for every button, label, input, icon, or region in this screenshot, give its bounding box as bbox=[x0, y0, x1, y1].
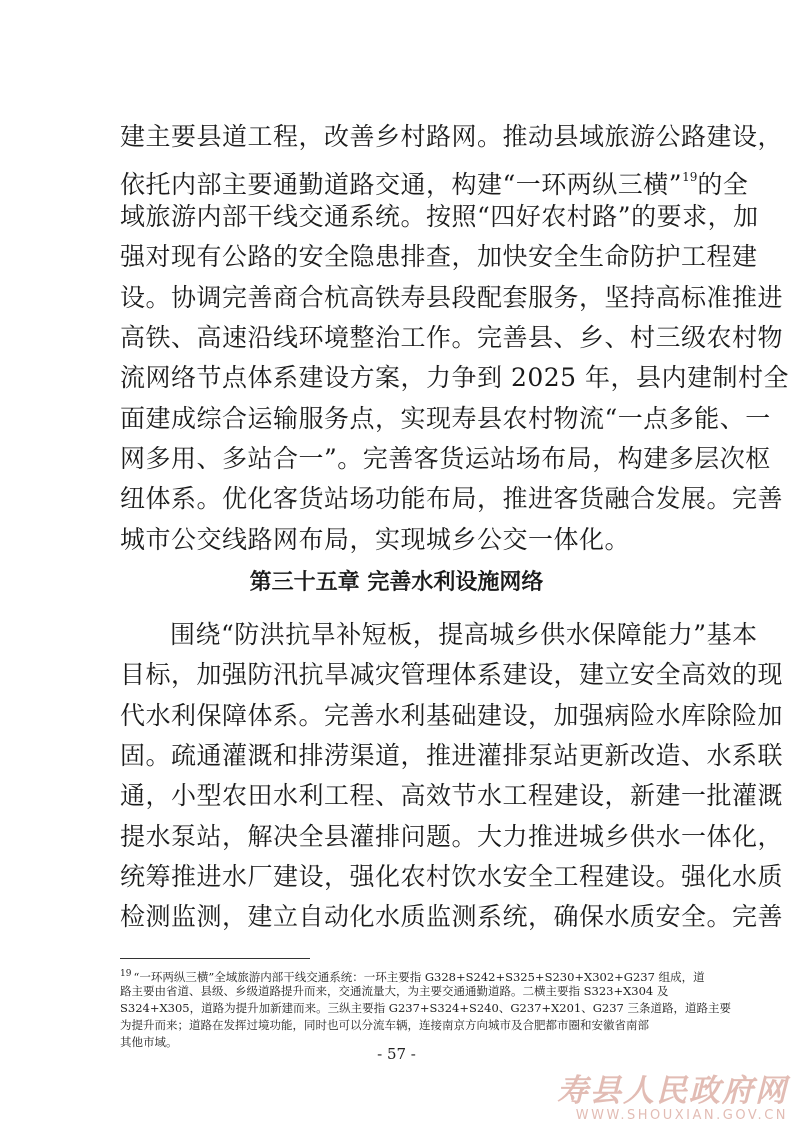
footnote-line: 路主要由省道、县级、乡级道路提升而来，交通流量大，为主要交通通勤道路。二横主要指 S323+X304 及 bbox=[120, 984, 669, 998]
body-line: 流网络节点体系建设方案，力争到 2025 年，县内建制村全 bbox=[120, 363, 790, 392]
chapter-title: 第三十五章 完善水利设施网络 bbox=[249, 570, 544, 595]
footnote-line: 其他市域。 bbox=[120, 1035, 178, 1049]
body-line: 提水泵站，解决全县灌排问题。大力推进城乡供水一体化， bbox=[120, 822, 784, 851]
footnote-number: 19 bbox=[120, 969, 132, 979]
watermark-url: WWW.SHOUXIAN.GOV.CN bbox=[575, 1108, 788, 1123]
body-line: 高铁、高速沿线环境整治工作。完善县、乡、村三级农村物 bbox=[120, 323, 784, 352]
watermark-title: 寿县人民政府网 bbox=[557, 1073, 788, 1109]
body-line: 固。疏通灌溉和排涝渠道，推进灌排泵站更新改造、水系联 bbox=[120, 741, 784, 770]
body-line: 网多用、多站合一”。完善客货运站场布局，构建多层次枢 bbox=[120, 444, 771, 473]
footnote-divider bbox=[120, 958, 310, 959]
footnote-line bbox=[120, 966, 705, 984]
body-line: 围绕“防洪抗旱补短板，提高城乡供水保障能力”基本 bbox=[170, 620, 758, 649]
body-line: 面建成综合运输服务点，实现寿县农村物流“一点多能、一 bbox=[120, 404, 771, 433]
body-line bbox=[120, 162, 749, 199]
body-line: 目标，加强防汛抗旱减灾管理体系建设，建立安全高效的现 bbox=[120, 660, 784, 689]
body-line-text: 依托内部主要通勤道路交通，构建“一环两纵三横” bbox=[120, 170, 683, 199]
site-watermark bbox=[520, 1074, 788, 1124]
body-line: 通，小型农田水利工程、高效节水工程建设，新建一批灌溉 bbox=[120, 781, 784, 810]
body-line: 统筹推进水厂建设，强化农村饮水安全工程建设。强化水质 bbox=[120, 862, 784, 891]
body-line: 建主要县道工程，改善乡村路网。推动县域旅游公路建设， bbox=[120, 122, 784, 151]
footnote-line: 为提升而来；道路在发挥过境功能，同时也可以分流车辆，连接南京方向城市及合肥都市圈和安徽省南部 bbox=[120, 1018, 649, 1032]
body-line: 纽体系。优化客货站场功能布局，推进客货融合发展。完善 bbox=[120, 484, 784, 513]
body-line: 检测监测，建立自动化水质监测系统，确保水质安全。完善 bbox=[120, 902, 784, 931]
footnote-line-text: “一环两纵三横”全域旅游内部干线交通系统：一环主要指 G328+S242+S325+S230+X302+G237 组成，道 bbox=[133, 970, 705, 984]
footnote-line: S324+X305，道路为提升加新建而来。三纵主要指 G237+S324+S240、G237+X201、G237 三条道路，道路主要 bbox=[120, 1001, 732, 1015]
body-line: 代水利保障体系。完善水利基础建设，加强病险水库除险加 bbox=[120, 701, 784, 730]
body-line: 域旅游内部干线交通系统。按照“四好农村路”的要求，加 bbox=[120, 202, 759, 231]
body-line: 强对现有公路的安全隐患排查，加快安全生命防护工程建 bbox=[120, 242, 758, 271]
body-line: 城市公交线路网布局，实现城乡公交一体化。 bbox=[120, 525, 631, 554]
body-line: 设。协调完善商合杭高铁寿县段配套服务，坚持高标准推进 bbox=[120, 283, 784, 312]
footnote-reference[interactable]: 19 bbox=[682, 170, 698, 184]
body-line-text: 的全 bbox=[697, 170, 749, 199]
page-number: - 57 - bbox=[377, 1045, 416, 1063]
